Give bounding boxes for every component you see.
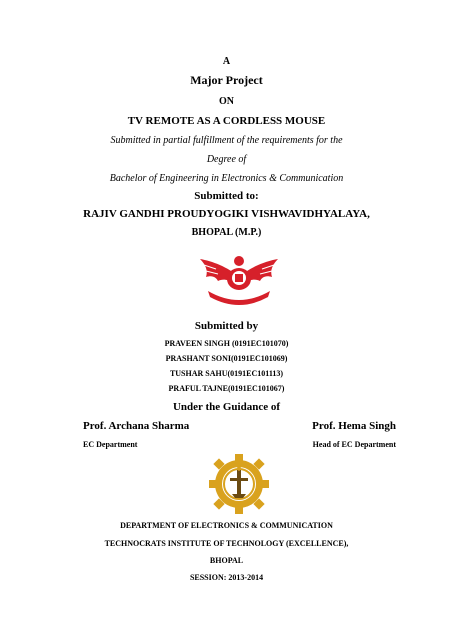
on-label: ON: [219, 96, 234, 107]
letter-a: A: [222, 56, 231, 67]
university-name-line-1: RAJIV GANDHI PROUDYOGIKI VISHWAVIDHYALAYA,: [83, 208, 370, 220]
guide-left-role: EC Department: [83, 440, 138, 449]
fulfillment-line-1: Submitted in partial fulfillment of the requirements for the: [110, 135, 343, 146]
guide-right-role: Head of EC Department: [312, 440, 396, 449]
guide-left-name: Prof. Archana Sharma: [83, 420, 190, 432]
guide-right-name: Prof. Hema Singh: [312, 420, 396, 432]
submitted-to-label: Submitted to:: [194, 190, 259, 202]
department-name: DEPARTMENT OF ELECTRONICS & COMMUNICATION: [120, 521, 333, 530]
institute-name: TECHNOCRATS INSTITUTE OF TECHNOLOGY (EXCELLENCE),: [104, 539, 349, 548]
fulfillment-line-2: Degree of: [206, 154, 247, 165]
institute-city: BHOPAL: [209, 556, 244, 565]
student-2: PRASHANT SONI(0191EC101069): [165, 354, 288, 363]
student-4: PRAFUL TAJNE(0191EC101067): [168, 384, 285, 393]
student-3: TUSHAR SAHU(0191EC101113): [169, 369, 284, 378]
project-title: TV REMOTE AS A CORDLESS MOUSE: [127, 115, 326, 127]
session-line: SESSION: 2013-2014: [189, 573, 264, 582]
university-name-line-2: BHOPAL (M.P.): [191, 227, 262, 238]
submitted-by-label: Submitted by: [194, 320, 259, 332]
university-seal-icon: [198, 247, 280, 309]
project-type: Major Project: [190, 73, 263, 87]
student-1: PRAVEEN SINGH (0191EC101070): [164, 339, 289, 348]
degree-line: Bachelor of Engineering in Electronics & Communication: [109, 173, 344, 184]
guidance-label: Under the Guidance of: [172, 401, 281, 413]
institute-gear-emblem-icon: [206, 452, 272, 516]
